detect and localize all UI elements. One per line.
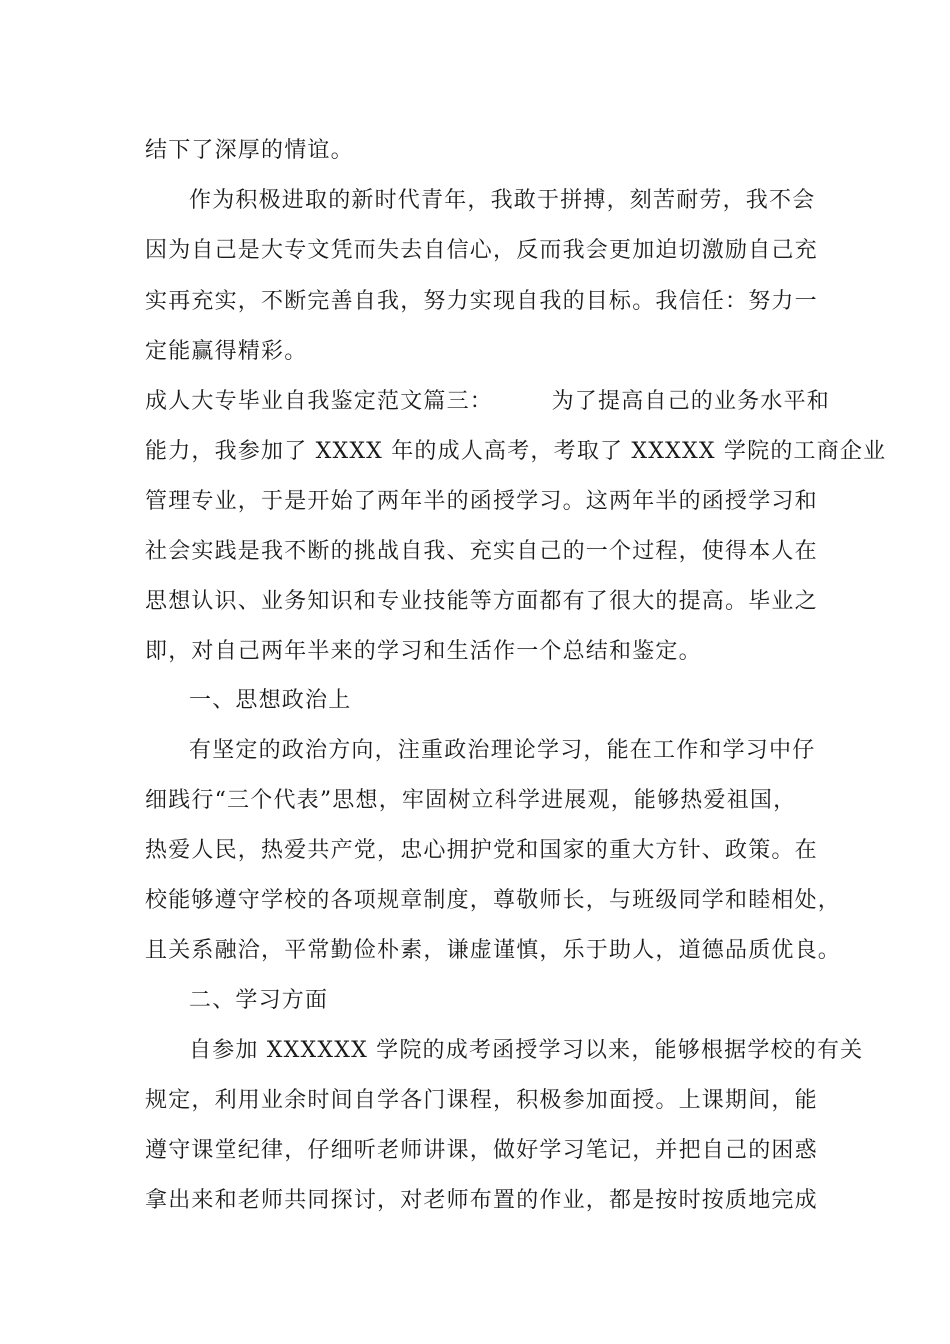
text-line: 定能赢得精彩。: [145, 339, 308, 364]
text-line: 管理专业，于是开始了两年半的函授学习。这两年半的函授学习和: [145, 489, 818, 514]
subheading-politics: 一、思想政治上: [189, 688, 352, 713]
text-line: 因为自己是大专文凭而失去自信心，反而我会更加迫切激励自己充: [145, 238, 818, 263]
text-line: 社会实践是我不断的挑战自我、充实自己的一个过程，使得本人在: [145, 539, 818, 564]
text-line: 拿出来和老师共同探讨，对老师布置的作业，都是按时按质地完成: [145, 1188, 818, 1213]
text-line: 细践行“三个代表”思想，牢固树立科学进展观，能够热爱祖国，: [145, 788, 797, 813]
text-line: 结下了深厚的情谊。: [145, 138, 354, 163]
text-line: 且关系融洽，平常勤俭朴素，谦虚谨慎，乐于助人，道德品质优良。: [145, 938, 842, 963]
paragraph-start-line: 有坚定的政治方向，注重政治理论学习，能在工作和学习中仔: [189, 738, 816, 763]
text-line: 思想认识、业务知识和专业技能等方面都有了很大的提高。毕业之: [145, 589, 818, 614]
paragraph-start-line: 作为积极进取的新时代青年，我敢于拼搏，刻苦耐劳，我不会: [189, 188, 816, 213]
text-line: 热爱人民，热爱共产党，忠心拥护党和国家的重大方针、政策。在: [145, 838, 818, 863]
paragraph-start-line: 自参加 XXXXXX 学院的成考函授学习以来，能够根据学校的有关: [189, 1038, 864, 1063]
subheading-study: 二、学习方面: [189, 988, 329, 1013]
text-line: 实再充实，不断完善自我，努力实现自我的目标。我信任：努力一: [145, 289, 818, 314]
text-line: 规定，利用业余时间自学各门课程，积极参加面授。上课期间，能: [145, 1088, 818, 1113]
text-line: 能力，我参加了 XXXX 年的成人高考，考取了 XXXXX 学院的工商企业: [145, 439, 887, 464]
section-heading-line: 成人大专毕业自我鉴定范文篇三： 为了提高自己的业务水平和: [145, 389, 831, 414]
text-line: 校能够遵守学校的各项规章制度，尊敬师长，与班级同学和睦相处，: [145, 888, 842, 913]
text-line: 即，对自己两年半来的学习和生活作一个总结和鉴定。: [145, 639, 702, 664]
text-line: 遵守课堂纪律，仔细听老师讲课，做好学习笔记，并把自己的困惑: [145, 1138, 818, 1163]
